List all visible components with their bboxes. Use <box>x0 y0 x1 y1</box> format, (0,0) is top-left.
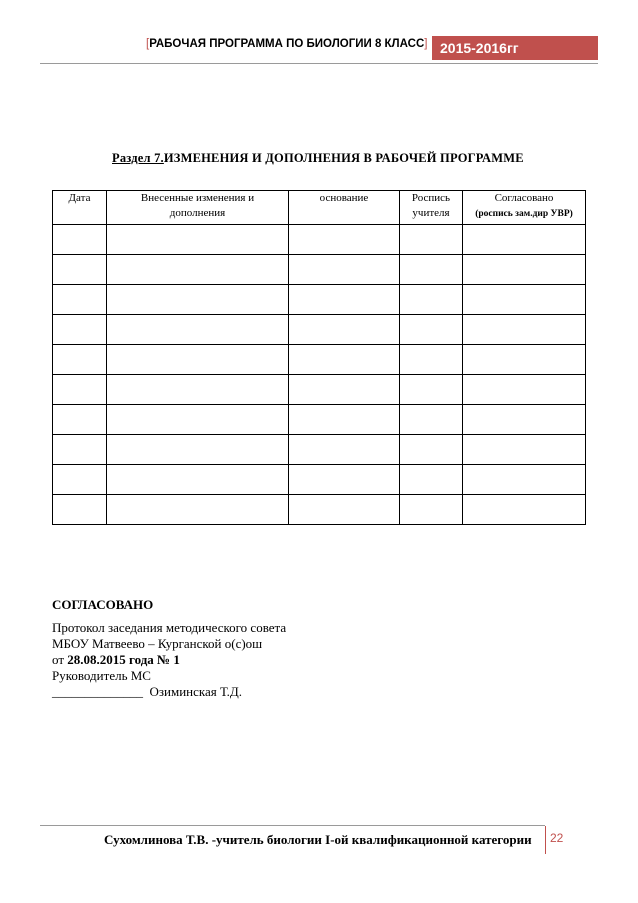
bracket-close: ] <box>424 38 428 50</box>
cell-basis <box>289 465 400 495</box>
approval-signature-line <box>52 684 242 700</box>
approval-school-line: МБОУ Матвеево – Курганской о(с)ош <box>52 636 263 651</box>
header-agreed-line2: (роспись зам.дир УВР) <box>475 209 573 219</box>
running-header-title <box>146 38 427 50</box>
cell-sign <box>400 375 463 405</box>
cell-changes <box>107 435 289 465</box>
footer-separator <box>545 826 546 854</box>
approval-protocol-line: Протокол заседания методического совета <box>52 620 287 635</box>
cell-agreed <box>463 405 586 435</box>
section-prefix: Раздел 7. <box>112 151 164 165</box>
cell-changes <box>107 285 289 315</box>
cell-basis <box>289 435 400 465</box>
header-sign-line2: учителя <box>412 207 450 219</box>
cell-agreed <box>463 375 586 405</box>
cell-basis <box>289 495 400 525</box>
table-row <box>53 345 586 375</box>
signature-blank: ______________ <box>52 684 143 699</box>
page-number: 22 <box>550 831 564 845</box>
header-basis-label: основание <box>319 192 369 204</box>
cell-date <box>53 285 107 315</box>
cell-basis <box>289 255 400 285</box>
header-agreed-line1: Согласовано <box>494 192 554 204</box>
cell-changes <box>107 255 289 285</box>
cell-date <box>53 435 107 465</box>
signature-name: Озиминская Т.Д. <box>149 684 243 699</box>
cell-date <box>53 405 107 435</box>
approval-head-line: Руководитель МС <box>52 668 151 683</box>
cell-sign <box>400 465 463 495</box>
header-rule <box>40 63 598 64</box>
cell-sign <box>400 315 463 345</box>
table-header-row <box>53 191 586 225</box>
header-changes-line1: Внесенные изменения и <box>140 192 255 204</box>
cell-date <box>53 375 107 405</box>
cell-sign <box>400 345 463 375</box>
cell-sign <box>400 495 463 525</box>
cell-basis <box>289 345 400 375</box>
table-body <box>53 225 586 525</box>
cell-changes <box>107 495 289 525</box>
cell-basis <box>289 405 400 435</box>
cell-agreed <box>463 345 586 375</box>
cell-changes <box>107 375 289 405</box>
cell-sign <box>400 225 463 255</box>
table-row <box>53 435 586 465</box>
cell-agreed <box>463 435 586 465</box>
cell-agreed <box>463 225 586 255</box>
section-title-text: ИЗМЕНЕНИЯ И ДОПОЛНЕНИЯ В РАБОЧЕЙ ПРОГРАММЕ <box>163 151 524 165</box>
header-sign-line1: Роспись <box>411 192 451 204</box>
footer-author: Сухомлинова Т.В. -учитель биологии I-ой квалификационной категории <box>104 832 532 847</box>
cell-basis <box>289 285 400 315</box>
header-years-badge: 2015-2016гг <box>432 36 598 60</box>
header-title-text: РАБОЧАЯ ПРОГРАММА ПО БИОЛОГИИ 8 КЛАСС <box>149 38 425 50</box>
table-row <box>53 465 586 495</box>
cell-changes <box>107 225 289 255</box>
cell-sign <box>400 255 463 285</box>
table-row <box>53 285 586 315</box>
cell-agreed <box>463 255 586 285</box>
cell-changes <box>107 465 289 495</box>
approval-title: СОГЛАСОВАНО <box>52 597 154 612</box>
cell-basis <box>289 375 400 405</box>
header-basis <box>289 191 400 225</box>
cell-sign <box>400 285 463 315</box>
header-date-label: Дата <box>68 192 91 204</box>
header-agreed <box>463 191 586 225</box>
cell-basis <box>289 225 400 255</box>
table-row <box>53 405 586 435</box>
cell-agreed <box>463 495 586 525</box>
changes-table <box>52 190 586 525</box>
cell-changes <box>107 315 289 345</box>
cell-agreed <box>463 315 586 345</box>
approval-date-prefix: от <box>52 652 68 667</box>
cell-agreed <box>463 285 586 315</box>
cell-date <box>53 255 107 285</box>
cell-date <box>53 465 107 495</box>
approval-date-line <box>52 652 180 668</box>
cell-changes <box>107 405 289 435</box>
table-row <box>53 315 586 345</box>
table-row <box>53 255 586 285</box>
table-row <box>53 375 586 405</box>
header-date <box>53 191 107 225</box>
approval-date-value: 28.08.2015 года № 1 <box>67 652 180 667</box>
section-title <box>112 151 524 166</box>
cell-date <box>53 315 107 345</box>
bracket-open: [ <box>146 38 150 50</box>
footer-rule <box>40 825 545 826</box>
cell-date <box>53 345 107 375</box>
cell-date <box>53 495 107 525</box>
cell-sign <box>400 435 463 465</box>
table-row <box>53 225 586 255</box>
header-sign <box>400 191 463 225</box>
header-changes-line2: дополнения <box>169 207 226 219</box>
cell-changes <box>107 345 289 375</box>
cell-agreed <box>463 465 586 495</box>
header-changes <box>107 191 289 225</box>
table-row <box>53 495 586 525</box>
cell-basis <box>289 315 400 345</box>
cell-date <box>53 225 107 255</box>
cell-sign <box>400 405 463 435</box>
